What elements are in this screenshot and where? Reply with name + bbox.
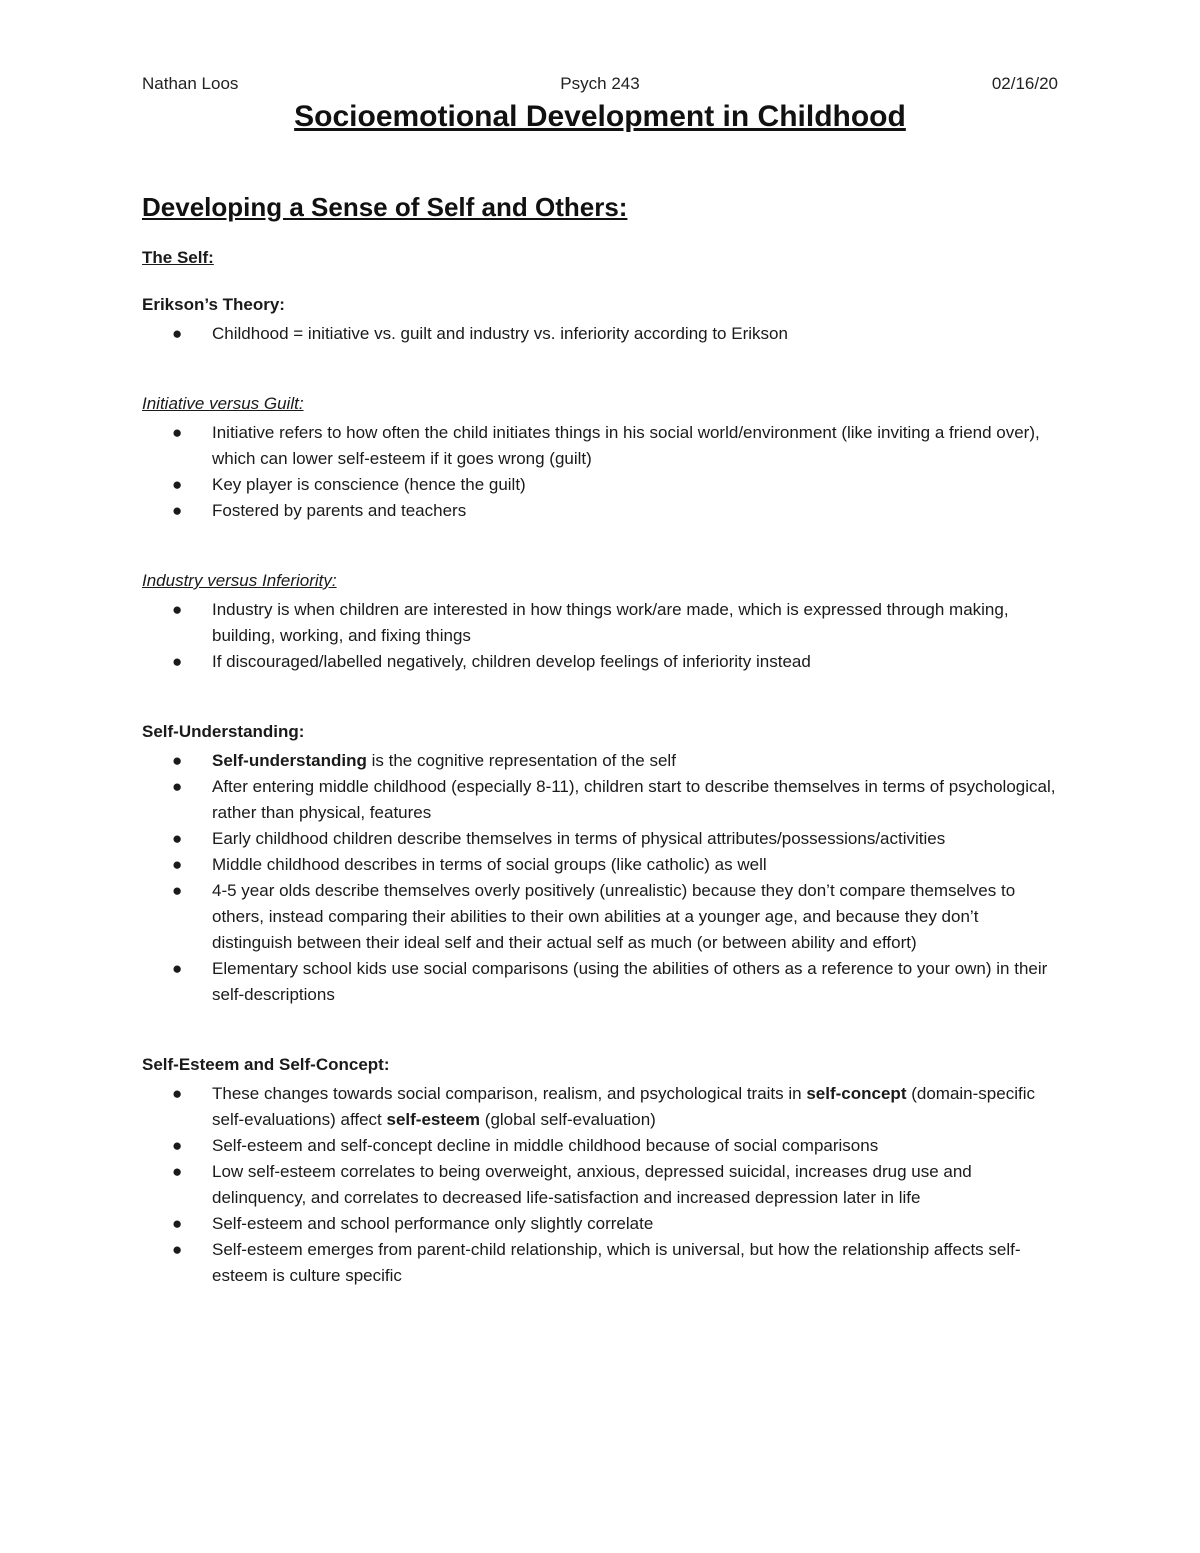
list-item: ● Childhood = initiative vs. guilt and industry vs. inferiority according to Erikson: [142, 321, 1062, 347]
list-item: ● After entering middle childhood (especially 8-11), children start to describe themselves in terms of psychological, rather than physical, features: [142, 774, 1062, 826]
list-item: ● Self-esteem and school performance only slightly correlate: [142, 1211, 1062, 1237]
list-item: ● If discouraged/labelled negatively, children develop feelings of inferiority instead: [142, 649, 1062, 675]
header-author: Nathan Loos: [142, 74, 239, 93]
list-item: ● Middle childhood describes in terms of social groups (like catholic) as well: [142, 852, 1062, 878]
bullet-icon: ●: [172, 1214, 183, 1233]
erikson-list: [142, 321, 1062, 347]
list-item: ● Self-esteem and self-concept decline in middle childhood because of social comparisons: [142, 1133, 1062, 1159]
self-understanding-heading: Self-Understanding:: [142, 722, 305, 741]
bullet-icon: ●: [172, 1240, 183, 1259]
list-item: ● Key player is conscience (hence the guilt): [142, 472, 1062, 498]
list-item: ● Self-understanding is the cognitive representation of the self: [142, 748, 1062, 774]
self-esteem-list: [142, 1081, 1062, 1289]
bullet-icon: ●: [172, 1084, 183, 1103]
list-item: ● Early childhood children describe themselves in terms of physical attributes/possessions/activities: [142, 826, 1062, 852]
initiative-heading: Initiative versus Guilt:: [142, 394, 304, 413]
header-date: 02/16/20: [991, 74, 1058, 93]
initiative-list: [142, 420, 1062, 524]
document-title: Socioemotional Development in Childhood: [294, 100, 906, 133]
self-esteem-heading: Self-Esteem and Self-Concept:: [142, 1055, 390, 1074]
bullet-icon: ●: [172, 777, 183, 796]
list-item: ● 4-5 year olds describe themselves overly positively (unrealistic) because they don’t compare themselves to others, instead comparing their abilities to their own abilities at a younger age, and because they don’t distinguish between their ideal self and their actual self as much (or between ability and effort): [142, 878, 1062, 956]
document-body: [142, 192, 1062, 1289]
list-item: ● Self-esteem emerges from parent-child relationship, which is universal, but how the relationship affects self-esteem is culture specific: [142, 1237, 1062, 1289]
list-item: ● Industry is when children are interested in how things work/are made, which is expressed through making, building, working, and fixing things: [142, 597, 1062, 649]
bullet-icon: ●: [172, 501, 183, 520]
subsection-title: The Self:: [142, 248, 214, 267]
list-item: ● Initiative refers to how often the child initiates things in his social world/environment (like inviting a friend over), which can lower self-esteem if it goes wrong (guilt): [142, 420, 1062, 472]
bullet-icon: ●: [172, 959, 183, 978]
header-course: Psych 243: [560, 74, 640, 93]
bullet-icon: ●: [172, 600, 183, 619]
bullet-icon: ●: [172, 881, 183, 900]
bullet-icon: ●: [172, 855, 183, 874]
list-item: ● Low self-esteem correlates to being overweight, anxious, depressed suicidal, increases drug use and delinquency, and correlates to decreased life-satisfaction and increased depression later in life: [142, 1159, 1062, 1211]
industry-list: [142, 597, 1062, 675]
bullet-icon: ●: [172, 751, 183, 770]
self-understanding-list: [142, 748, 1062, 1008]
industry-heading: Industry versus Inferiority:: [142, 571, 337, 590]
list-item: ● Fostered by parents and teachers: [142, 498, 1062, 524]
bullet-icon: ●: [172, 475, 183, 494]
bullet-icon: ●: [172, 1162, 183, 1181]
bullet-icon: ●: [172, 652, 183, 671]
list-item: ● Elementary school kids use social comparisons (using the abilities of others as a reference to your own) in their self-descriptions: [142, 956, 1062, 1008]
list-item: ● These changes towards social comparison, realism, and psychological traits in self-concept (domain-specific self-evaluations) affect self-esteem (global self-evaluation): [142, 1081, 1062, 1133]
bullet-icon: ●: [172, 324, 183, 343]
erikson-heading: Erikson’s Theory:: [142, 295, 285, 314]
section-title: Developing a Sense of Self and Others:: [142, 192, 628, 222]
bullet-icon: ●: [172, 423, 183, 442]
bullet-icon: ●: [172, 829, 183, 848]
bullet-icon: ●: [172, 1136, 183, 1155]
